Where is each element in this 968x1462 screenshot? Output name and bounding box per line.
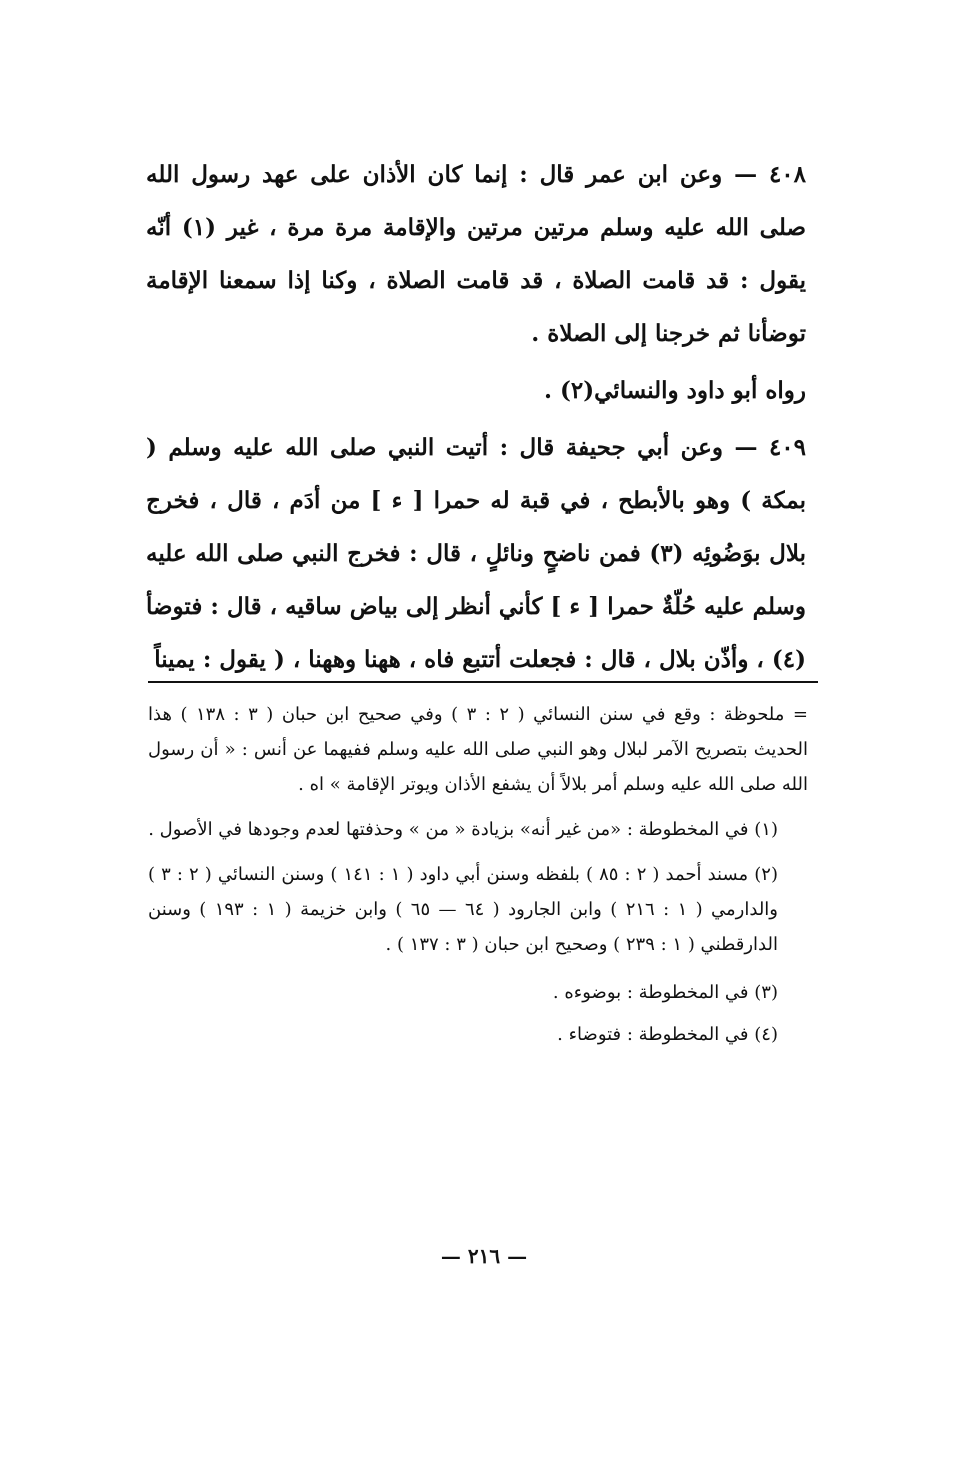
- footnote-continued-note: = ملحوظة : وقع في سنن النسائي ( ٢ : ٣ ) وفي صحيح ابن حبان ( ٣ : ١٣٨ ) هذا الحديث بتصريح الآمر لبلال وهو النبي صلى الله عليه وسلم ففيهما عن أنس : « أن رسول الله صلى الله عليه وسلم أمر بلالاً أن يشفع الأذان ويوتر الإقامة » اه .: [148, 704, 809, 795]
- page-number: — ٢١٦ —: [440, 1244, 528, 1268]
- footnote-4: (٤) في المخطوطة : فتوضاء .: [557, 1024, 778, 1045]
- hadith-408-source: رواه أبو داود والنسائي(٢) .: [543, 377, 806, 404]
- footnote-1: (١) في المخطوطة : «من غير أنه» بزيادة « من » وحذفتها لعدم وجودها في الأصول .: [148, 819, 778, 840]
- hadith-408: ٤٠٨ — وعن ابن عمر قال : إنما كان الأذان على عهد رسول الله صلى الله عليه وسلم مرتين مرتين والإقامة مرة مرة ، غير (١) أنّه يقول : قد قامت الصلاة ، قد قامت الصلاة ، وكنا إذا سمعنا الإقامة توضأنا ثم خرجنا إلى الصلاة .: [146, 161, 806, 347]
- footnotes: [148, 697, 808, 1056]
- footnote-3: (٣) في المخطوطة : بوضوءه .: [552, 982, 778, 1003]
- hadith-409: ٤٠٩ — وعن أبي جحيفة قال : أتيت النبي صلى الله عليه وسلم ( بمكة ) وهو بالأبطح ، في قبة له حمرا [ ء ] من أدَم ، قال ، فخرج بلال بوَضُوئِه (٣) فمن ناضحٍ ونائلٍ ، قال : فخرج النبي صلى الله عليه وسلم عليه حُلّةٌ حمرا [ ء ] كأني أنظر إلى بياض ساقيه ، قال : فتوضأ (٤) ، وأذّن بلال ، قال : فجعلت أتتبع فاه ، ههنا وههنا ، ( يقول : يميناً: [146, 434, 806, 673]
- footnote-divider: [148, 681, 818, 683]
- footnote-2: (٢) مسند أحمد ( ٢ : ٨٥ ) بلفظه وسنن أبي داود ( ١ : ١٤١ ) وسنن النسائي ( ٢ : ٣ ) والدارمي ( ١ : ٢١٦ ) وابن الجارود ( ٦٤ — ٦٥ ) وابن خزيمة ( ١ : ١٩٣ ) وسنن الدارقطني ( ١ : ٢٣٩ ) وصحيح ابن حبان ( ٣ : ١٣٧ ) .: [148, 864, 779, 955]
- main-text: [146, 148, 806, 690]
